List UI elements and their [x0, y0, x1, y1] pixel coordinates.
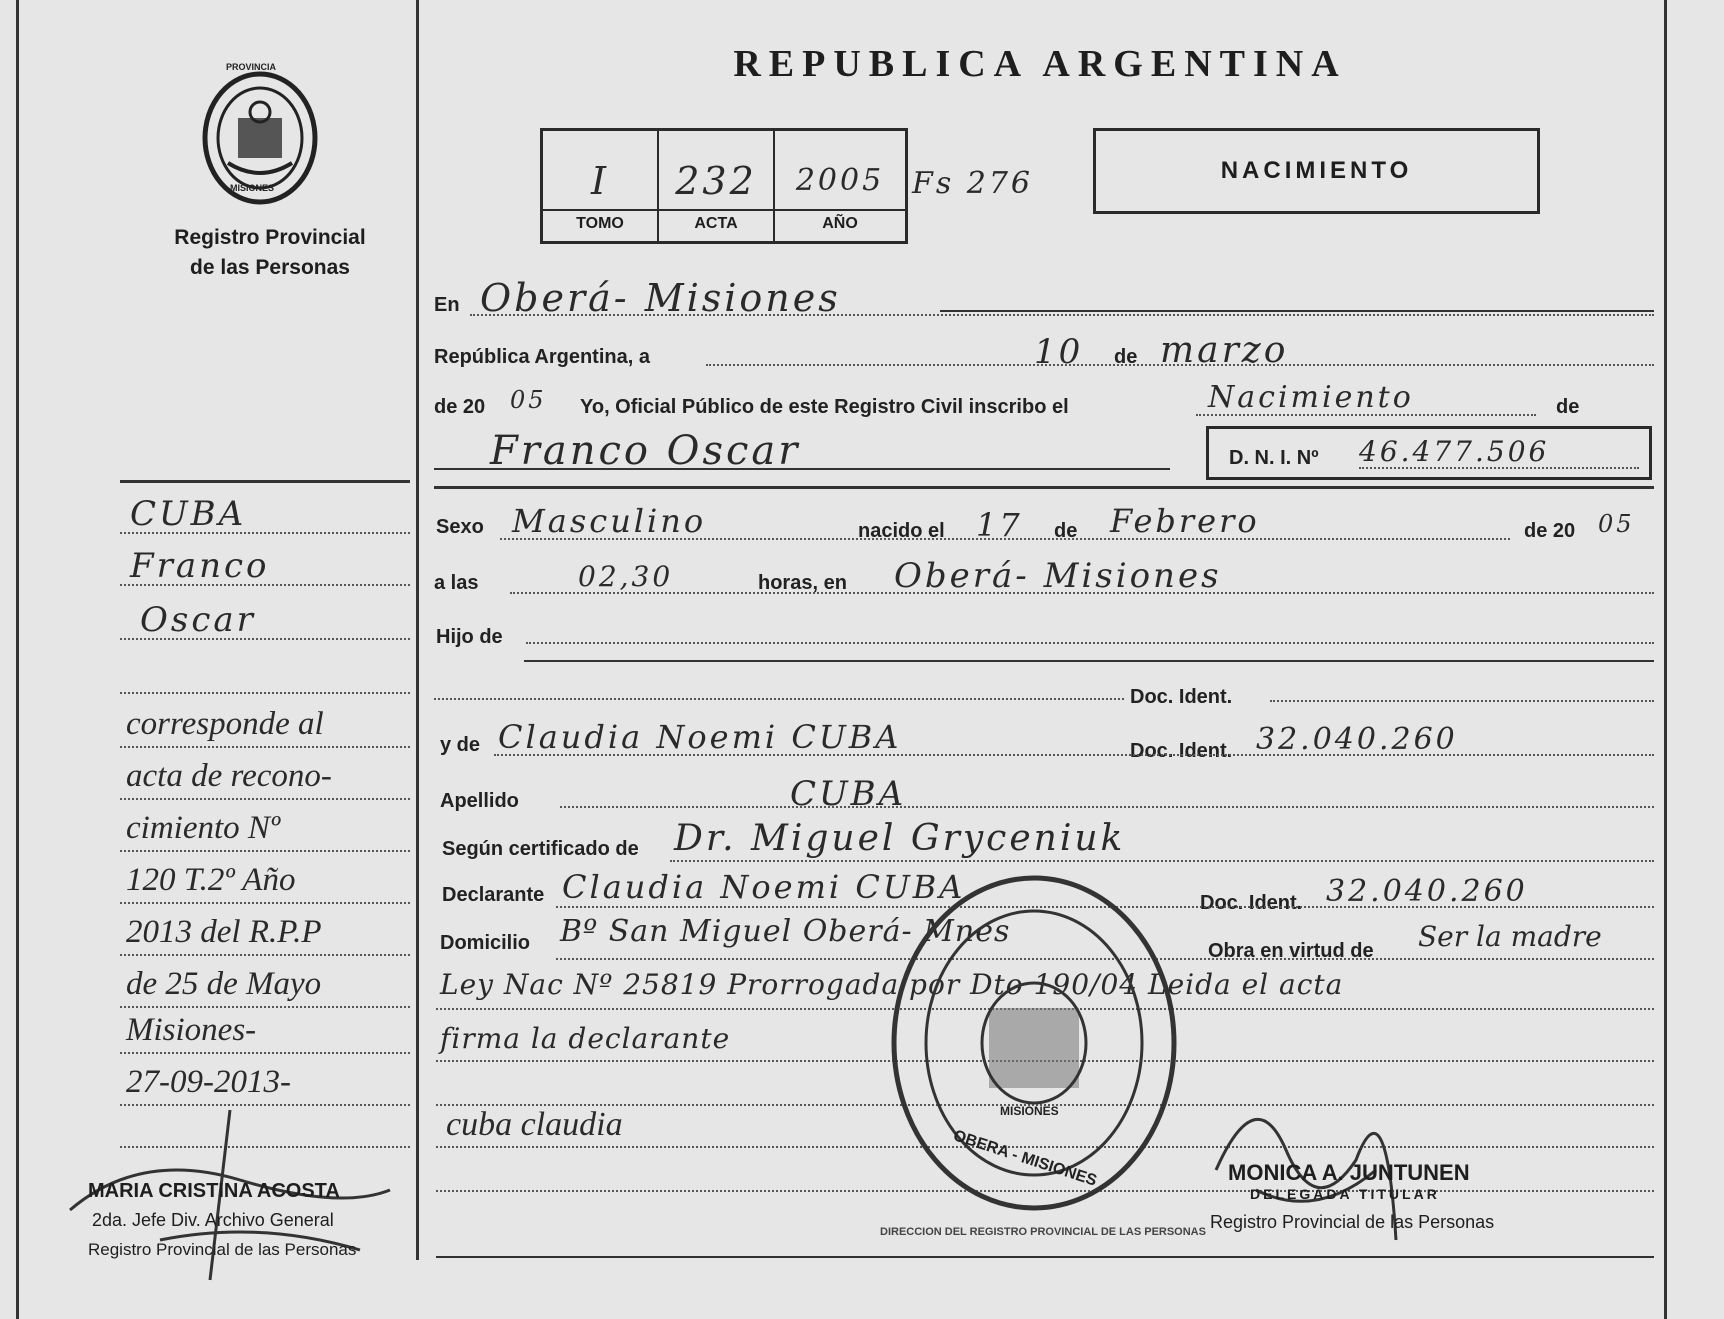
- doctor-value: Dr. Miguel Gryceniuk: [674, 818, 1126, 859]
- nacido-label: nacido el: [858, 520, 945, 542]
- yo-text: Yo, Oficial Público de este Registro Civil inscribo el: [580, 396, 1069, 418]
- seal-bottom-text: MISIONES: [230, 183, 275, 193]
- declarante-label: Declarante: [442, 884, 545, 906]
- apellido-label: Apellido: [440, 790, 519, 812]
- document-type-box: [1093, 128, 1540, 214]
- declarante-doc-value: 32.040.260: [1326, 874, 1528, 909]
- acta-cell: [659, 131, 775, 241]
- inscribe-type-value: Nacimiento: [1208, 380, 1414, 415]
- acta-registry-box: [540, 128, 908, 244]
- right-official-role: DELEGADA TITULAR: [1250, 1186, 1440, 1202]
- left-edge-line: [16, 0, 19, 1319]
- margin-note-line-6: de 25 de Mayo: [126, 966, 322, 1002]
- margin-note-line-2: acta de recono-: [126, 758, 332, 794]
- de20-label-2: de 20: [1524, 520, 1576, 542]
- dni-value: 46.477.506: [1359, 435, 1550, 468]
- birth-month-value: Febrero: [1110, 502, 1260, 540]
- republica-label: República Argentina, a: [434, 346, 650, 368]
- left-official-org: Registro Provincial de las Personas: [88, 1240, 357, 1259]
- anio-caption: AÑO: [822, 215, 858, 232]
- apellido-value: CUBA: [790, 774, 907, 814]
- mother-doc-value: 32.040.260: [1256, 722, 1458, 757]
- acta-caption: ACTA: [694, 215, 738, 232]
- yde-label: y de: [440, 734, 481, 756]
- tomo-cell: [543, 131, 659, 241]
- margin-note-line-1: corresponde al: [126, 706, 324, 742]
- obra-value: Ser la madre: [1418, 920, 1602, 953]
- stamp-city: OBERA - MISIONES: [951, 1127, 1099, 1190]
- day-value: 10: [1034, 332, 1084, 372]
- declarant-signature: cuba claudia: [446, 1106, 623, 1143]
- birth-day-value: 17: [976, 506, 1023, 544]
- margin-note-line-5: 2013 del R.P.P: [126, 914, 322, 950]
- left-official-role: 2da. Jefe Div. Archivo General: [92, 1210, 334, 1230]
- country-title: REPUBLICA ARGENTINA: [733, 43, 1347, 85]
- stamp-inner-text: MISIONES: [1000, 1104, 1059, 1118]
- tomo-caption: TOMO: [576, 215, 624, 232]
- en-label: En: [434, 294, 460, 316]
- horas-label: horas, en: [758, 572, 847, 594]
- margin-surname: CUBA: [130, 494, 247, 534]
- place-value: Oberá- Misiones: [480, 276, 841, 320]
- firma-line: firma la declarante: [440, 1022, 731, 1055]
- domicilio-label: Domicilio: [440, 932, 531, 954]
- sexo-label: Sexo: [436, 516, 484, 538]
- dni-label: D. N. I. Nº: [1229, 447, 1319, 469]
- birth-year-suffix: 05: [1598, 510, 1635, 538]
- right-official-name: MONICA A. JUNTUNEN: [1228, 1160, 1470, 1185]
- stamp-outer-text: DIRECCION DEL REGISTRO PROVINCIAL DE LAS PERSONAS: [880, 1226, 1206, 1238]
- doc-ident-label-3: Doc. Ident.: [1200, 892, 1303, 914]
- sexo-value: Masculino: [512, 502, 707, 540]
- doc-ident-label-1: Doc. Ident.: [1130, 686, 1233, 708]
- de-label-1: de: [1114, 346, 1138, 368]
- domicilio-value: Bº San Miguel Oberá- Mnes: [560, 914, 1011, 949]
- right-official-org: Registro Provincial de las Personas: [1210, 1212, 1495, 1232]
- left-official-name: MARIA CRISTINA ACOSTA: [88, 1180, 340, 1202]
- margin-note-line-7: Misiones-: [126, 1012, 257, 1048]
- year-suffix: 05: [510, 386, 547, 414]
- registry-name-line1: Registro Provincial: [174, 226, 366, 249]
- de20-label: de 20: [434, 396, 486, 418]
- tomo-value: I: [590, 159, 609, 203]
- margin-given-name-1: Franco: [130, 546, 270, 586]
- child-name: Franco Oscar: [490, 428, 801, 474]
- folio-number: Fs 276: [912, 166, 1034, 201]
- document-type: NACIMIENTO: [1220, 157, 1413, 184]
- anio-value: 2005: [795, 163, 885, 198]
- seal-top-text: PROVINCIA: [226, 62, 277, 72]
- mother-value: Claudia Noemi CUBA: [498, 718, 902, 756]
- anio-cell: [775, 131, 905, 241]
- margin-given-name-2: Oscar: [140, 600, 256, 640]
- hour-value: 02,30: [578, 560, 674, 593]
- right-edge-line: [1664, 0, 1667, 1319]
- hijo-label: Hijo de: [436, 626, 503, 648]
- doc-ident-label-2: Doc. Ident.: [1130, 740, 1233, 762]
- dni-box: [1206, 426, 1652, 480]
- registry-name-line2: de las Personas: [190, 256, 350, 279]
- obra-label: Obra en virtud de: [1208, 940, 1374, 962]
- alas-label: a las: [434, 572, 479, 594]
- de-label-2: de: [1556, 396, 1580, 418]
- ley-line: Ley Nac Nº 25819 Prorrogada por Dto 190/04 Leida el acta: [440, 968, 1344, 1001]
- month-value: marzo: [1160, 330, 1289, 371]
- column-divider: [416, 0, 419, 1260]
- declarante-value: Claudia Noemi CUBA: [562, 868, 966, 906]
- margin-note-line-3: cimiento Nº: [126, 810, 281, 846]
- birth-place-value: Oberá- Misiones: [894, 556, 1222, 596]
- acta-value: 232: [675, 159, 757, 203]
- segun-label: Según certificado de: [442, 838, 639, 860]
- de-label-3: de: [1054, 520, 1078, 542]
- margin-note-line-8: 27-09-2013-: [126, 1064, 291, 1100]
- margin-note-line-4: 120 T.2º Año: [126, 862, 296, 898]
